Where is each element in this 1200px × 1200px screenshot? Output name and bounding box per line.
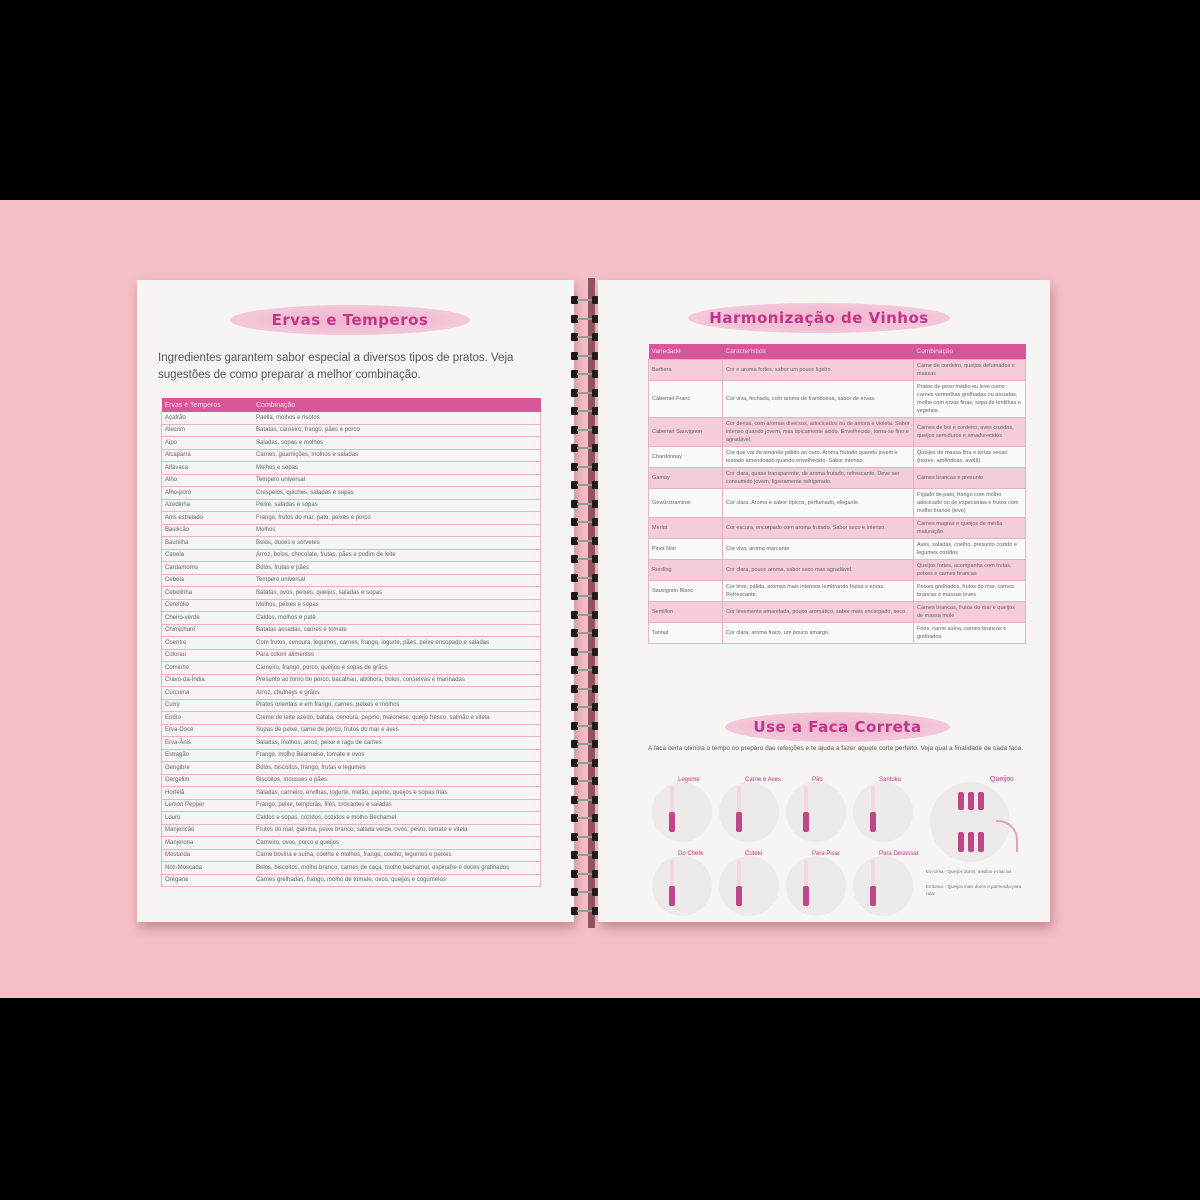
wine-variety: Merlot (649, 518, 723, 539)
wine-variety: Pinot Noir (649, 539, 723, 560)
herb-name: Anis estrelado (162, 512, 254, 525)
herb-name: Alho (162, 474, 254, 487)
table-row (162, 774, 541, 787)
cheese-knife-icon (958, 832, 964, 852)
spiral-ring (571, 315, 599, 323)
wine-characteristic: Cor escura, encorpado com aroma frutado. Sabor seco e intenso. (723, 518, 914, 539)
spiral-ring (571, 851, 599, 859)
herb-combination: Saladas, sopas e molhos (253, 437, 541, 450)
herb-combination: Bolos, biscoitos, frango, frutas e legumes (253, 762, 541, 775)
spiral-ring (571, 555, 599, 563)
knife-blade-icon (804, 786, 808, 812)
herb-combination: Carne bovina e suína, coelho e molhos, frango, coelho, legumes e peixes (253, 849, 541, 862)
herb-name: Manjericão (162, 824, 254, 837)
spiral-ring (571, 407, 599, 415)
spiral-ring (571, 629, 599, 637)
table-row (162, 849, 541, 862)
knife-blade-icon (670, 860, 674, 886)
knife-label: Legume (678, 777, 700, 783)
spiral-ring (571, 796, 599, 804)
knife-label: Para Desossar (879, 851, 919, 857)
table-row (649, 518, 1026, 539)
herb-combination: Frango, molho Béarnaise, tomate e ovos (253, 749, 541, 762)
wine-characteristic: Cor clara, quase transparente, de aroma frutado, refrescante. Deve ser consumido jovem, ligeiramente refrigerado. (723, 468, 914, 489)
table-row (649, 581, 1026, 602)
table-row (162, 424, 541, 437)
spiral-ring (571, 888, 599, 896)
herb-name: Orégano (162, 874, 254, 887)
herb-name: Endro (162, 712, 254, 725)
herb-name: Erva-Ânis (162, 737, 254, 750)
table-row (162, 787, 541, 800)
herb-name: Curry (162, 699, 254, 712)
herb-combination: Saladas, carneiro, ervilhas, iogurte, melão, pepino, queijos e sopas frias (253, 787, 541, 800)
herb-combination: Saladas, molhos, arroz, peixe e ragu de carnes (253, 737, 541, 750)
cheese-label: Queijos (990, 776, 1014, 783)
knife-item (652, 776, 722, 846)
knife-bg (652, 782, 712, 842)
herb-combination: Molhos e sopas (253, 462, 541, 475)
table-row (649, 539, 1026, 560)
wine-characteristic: Cor leve, pálida, aromas mais intensos lembrando frutas e ervas. Refrescante. (723, 581, 914, 602)
knife-bg (652, 856, 712, 916)
wine-variety: Cabernet Sauvignon (649, 418, 723, 447)
spiral-ring (571, 648, 599, 656)
knife-item (719, 776, 789, 846)
herb-combination: Sopas de peixe, carne de porco, frutos do mar e aves (253, 724, 541, 737)
herb-combination: Peixe, saladas e sopas (253, 499, 541, 512)
wine-variety: Tannat (649, 623, 723, 644)
left-intro-text: Ingredientes garantem sabor especial a diversos tipos de pratos. Veja sugestões de como preparar a melhor combinação. (158, 352, 514, 381)
knife-item (853, 850, 923, 920)
herb-name: Louro (162, 812, 254, 825)
herb-combination: Biscoitos, mousses e pães (253, 774, 541, 787)
wine-characteristic: Cor densa, com aromas diversos, adocicados ou de amora e violeta. Sabor intenso quando jovem, mas tipicamente ácido. Envelhecido, torna-se fino e agradável. (723, 418, 914, 447)
spiral-ring (571, 611, 599, 619)
cheese-knife-icon (958, 792, 964, 810)
herb-name: Cúrcuma (162, 687, 254, 700)
spiral-ring (571, 685, 599, 693)
wine-characteristic: Cor levemente amarelada, pouco aromático, sabor mais encorpado, seco. (723, 602, 914, 623)
herb-name: Alecrim (162, 424, 254, 437)
herb-name: Colorau (162, 649, 254, 662)
wine-header-combo: Combinação (914, 344, 1026, 360)
herb-combination: Bolos, doces e sorvetes (253, 537, 541, 550)
knife-handle-icon (736, 812, 742, 832)
knife-bg (786, 856, 846, 916)
knife-section-title: Use a Faca Correta (753, 718, 922, 736)
spiral-ring (571, 592, 599, 600)
herb-name: Mostarda (162, 849, 254, 862)
herb-name: Azedinha (162, 499, 254, 512)
table-row (162, 437, 541, 450)
wine-page-title: Harmonização de Vinhos (709, 309, 929, 327)
herb-combination: Frango, peixe, tempurás, filés, crocantes e saladas (253, 799, 541, 812)
herb-name: Alho-poró (162, 487, 254, 500)
wine-combination: Aves, saladas, coelho, presunto cozido e legumes cozidos (914, 539, 1026, 560)
spiral-ring (571, 426, 599, 434)
cheese-knives (930, 772, 1030, 882)
herb-name: Cravo-da-Índia (162, 674, 254, 687)
knife-label: Do Chefe (678, 851, 704, 857)
herb-name: Basilicão (162, 524, 254, 537)
herb-name: Gergelim (162, 774, 254, 787)
herb-combination: Carnes, guarnições, molhos e saladas (253, 449, 541, 462)
wine-variety: Gewürztraminer (649, 489, 723, 518)
herb-combination: Tempero universal (253, 574, 541, 587)
wine-variety: Riesling (649, 560, 723, 581)
table-row (649, 623, 1026, 644)
knife-item (786, 776, 856, 846)
left-title-banner (230, 305, 470, 335)
wine-combination: Pratos de peso médio ou leve como carnes vermelhas grelhadas ou assadas, molho com ervas finas, sopa de lentilhas e vegetais. (914, 381, 1026, 418)
wine-variety: Semillon (649, 602, 723, 623)
knife-bg (719, 782, 779, 842)
wine-characteristic: Cor viva, aroma marcante (723, 539, 914, 560)
table-row (162, 587, 541, 600)
spiral-ring (571, 722, 599, 730)
table-row (649, 447, 1026, 468)
table-row (649, 560, 1026, 581)
herb-combination: Caldos, molhos e patê (253, 612, 541, 625)
knife-handle-icon (803, 812, 809, 832)
wine-combination: Carnes brancas, frutos do mar e queijos de massa mole (914, 602, 1026, 623)
herb-name: Erva-Doce (162, 724, 254, 737)
table-row (162, 412, 541, 424)
knife-handle-icon (870, 886, 876, 906)
spiral-ring (571, 370, 599, 378)
herb-name: Alcaparra (162, 449, 254, 462)
table-row (162, 649, 541, 662)
table-row (162, 537, 541, 550)
knife-blade-icon (737, 786, 741, 812)
table-row (162, 449, 541, 462)
table-row (162, 487, 541, 500)
herb-name: Coentro (162, 637, 254, 650)
knife-label: Carne e Aves (745, 777, 781, 783)
knife-bg (719, 856, 779, 916)
herb-combination: Paella, molhos e risotos (253, 412, 541, 424)
knife-label: Pão (812, 777, 823, 783)
knife-blade-icon (737, 860, 741, 886)
wine-header-variety: Variedade (649, 344, 723, 360)
herb-name: Lemon Pepper (162, 799, 254, 812)
knife-blade-icon (871, 860, 875, 886)
table-row (162, 762, 541, 775)
herb-combination: Batatas, carneiro, frango, pães e porco (253, 424, 541, 437)
table-row (649, 381, 1026, 418)
herb-name: Baunilha (162, 537, 254, 550)
spiral-ring (571, 740, 599, 748)
knife-item (719, 850, 789, 920)
table-row (162, 724, 541, 737)
wine-characteristic: Cor clara, aroma fraco, um pouco amargo. (723, 623, 914, 644)
knife-bg (853, 782, 913, 842)
herb-name: Cheiro-verde (162, 612, 254, 625)
table-row (162, 824, 541, 837)
herb-name: Canela (162, 549, 254, 562)
spiral-ring (571, 814, 599, 822)
herbs-header-name: Ervas e Temperos (162, 398, 254, 412)
spiral-ring (571, 333, 599, 341)
table-row (162, 687, 541, 700)
table-row (162, 862, 541, 875)
wine-characteristic: Cor que vai do amarelo pálido ao ouro. Aroma frutado quando jovem e tostado amendoado quando envelhecido. Sabor intenso. (723, 447, 914, 468)
table-row (162, 662, 541, 675)
spiral-ring (571, 500, 599, 508)
herb-combination: Frango, frutos do mar, pato, peixes e porco (253, 512, 541, 525)
spiral-ring (571, 907, 599, 915)
table-row (649, 468, 1026, 489)
wine-combination: Peixes grelhados, frutos do mar, carnes brancas e massas leves (914, 581, 1026, 602)
knife-blade-icon (670, 786, 674, 812)
herb-name: Açafrão (162, 412, 254, 424)
herb-combination: Creme de leite azedo, batata, cenoura, pepino, maionese, queijo fresco, salmão e vitela (253, 712, 541, 725)
wine-combination: Carnes magras e queijos de média maturação. (914, 518, 1026, 539)
herb-combination: Pratos orientais e em frango, carnes, peixes e molhos (253, 699, 541, 712)
cheese-note-2: Embaixo - Queijos mais duros e parmesão para ralar (926, 884, 1022, 896)
curved-arrow-icon (996, 820, 1018, 852)
knife-item (652, 850, 722, 920)
knife-blade-icon (804, 860, 808, 886)
spiral-ring (571, 777, 599, 785)
spiral-ring (571, 352, 599, 360)
knife-item (853, 776, 923, 846)
wine-title-banner (688, 303, 950, 333)
spiral-ring (571, 463, 599, 471)
knife-handle-icon (736, 886, 742, 906)
spiral-ring (571, 518, 599, 526)
table-row (162, 737, 541, 750)
table-row (162, 512, 541, 525)
table-row (162, 749, 541, 762)
cheese-knife-icon (968, 832, 974, 852)
wine-variety: Sauvignon Blanc (649, 581, 723, 602)
herb-combination: Batatas assadas, carnes e tomate (253, 624, 541, 637)
table-row (162, 637, 541, 650)
knife-blade-icon (871, 786, 875, 812)
knife-handle-icon (803, 886, 809, 906)
spiral-ring (571, 833, 599, 841)
wine-combination: Frios, carne suína, carnes brancas e grelhados. (914, 623, 1026, 644)
herb-name: Manjerona (162, 837, 254, 850)
wine-characteristic: Cor viva, fechada, com aroma de framboesa, sabor de ervas. (723, 381, 914, 418)
herb-name: Hortelã (162, 787, 254, 800)
herb-combination: Molhos (253, 524, 541, 537)
herb-name: Aipo (162, 437, 254, 450)
table-row (162, 712, 541, 725)
spiral-ring (571, 703, 599, 711)
table-row (649, 360, 1026, 381)
table-row (162, 674, 541, 687)
herb-combination: Caldos e sopas, cozidos, cozidos e molho Bechamel (253, 812, 541, 825)
herb-combination: Carnes grelhadas, frango, molho de tomate, ovos, queijos e cogumelos (253, 874, 541, 887)
wine-combination: Carnes de boi e cordeiro, aves cozidas, queijos semiduros e amadurecidos (914, 418, 1026, 447)
knife-title-banner (725, 712, 950, 742)
wine-variety: Barbera (649, 360, 723, 381)
table-row (162, 562, 541, 575)
herb-combination: Tempero universal (253, 474, 541, 487)
herb-combination: Crespelos, quiches, saladas e sopas (253, 487, 541, 500)
herb-combination: Batatas, ovos, peixes, queijos, saladas e sopas (253, 587, 541, 600)
knife-handle-icon (870, 812, 876, 832)
knife-bg (786, 782, 846, 842)
cheese-note-1: Em cima - Queijos duros, médios e macios (926, 869, 1012, 874)
left-page-title: Ervas e Temperos (271, 311, 429, 329)
knife-label: Cutelo (745, 851, 763, 857)
herb-combination: Arroz, bolos, chocolate, frutas, pães e pudim de leite (253, 549, 541, 562)
spiral-ring (571, 296, 599, 304)
herb-name: Noz-Moscada (162, 862, 254, 875)
table-row (162, 612, 541, 625)
knife-label: Santoku (879, 777, 902, 783)
knife-handle-icon (669, 886, 675, 906)
table-row (649, 602, 1026, 623)
table-row (162, 699, 541, 712)
herb-combination: Bolos, biscoitos, molho branco, carnes de caça, molho bechamel, espinafre e doces gratinados (253, 862, 541, 875)
table-row (649, 489, 1026, 518)
spiral-ring (571, 574, 599, 582)
wine-characteristic: Cor e aroma fortes, sabor um pouco ligeiro. (723, 360, 914, 381)
table-row (162, 462, 541, 475)
table-row (162, 624, 541, 637)
wine-combination: Queijos de massa fina e tortas secas (nozes, amêndoas, avelã) (914, 447, 1026, 468)
spiral-ring (571, 481, 599, 489)
wine-variety: Gamay (649, 468, 723, 489)
table-row (162, 549, 541, 562)
herb-name: Chimichurri (162, 624, 254, 637)
herb-combination: Presunto ao forno de porco, bacalhau, abóbora, bolos, conservas e marinadas (253, 674, 541, 687)
table-row (162, 874, 541, 887)
wine-variety: Chardonnay (649, 447, 723, 468)
knife-bg (853, 856, 913, 916)
herbs-table (161, 398, 541, 887)
herb-name: Cebola (162, 574, 254, 587)
table-row (162, 799, 541, 812)
knife-handle-icon (669, 812, 675, 832)
knife-label: Para Picar (812, 851, 841, 857)
table-row (162, 812, 541, 825)
wine-header-characteristic: Característica (723, 344, 914, 360)
table-row (162, 599, 541, 612)
table-row (162, 474, 541, 487)
herb-name: Estragão (162, 749, 254, 762)
spiral-ring (571, 444, 599, 452)
table-row (162, 499, 541, 512)
spiral-ring (571, 759, 599, 767)
spiral-ring (571, 870, 599, 878)
wine-combination: Queijos fortes, acompanha com frutas, peixes e carnes brancas (914, 560, 1026, 581)
herb-combination: Carneiro, ovos, porco e queijos (253, 837, 541, 850)
wine-characteristic: Cor clara, pouco aroma, sabor seco mas agradável. (723, 560, 914, 581)
herb-name: Cardamomo (162, 562, 254, 575)
cheese-knife-icon (968, 792, 974, 810)
wine-combination: Carnes brancas e presunto (914, 468, 1026, 489)
herb-combination: Para colorir alimentos (253, 649, 541, 662)
table-row (162, 574, 541, 587)
wine-combination: Carne de cordeiro, queijos defumados e massas (914, 360, 1026, 381)
herb-combination: Molhos, peixes e sopas (253, 599, 541, 612)
herb-name: Cominho (162, 662, 254, 675)
spiral-ring (571, 537, 599, 545)
wine-table (648, 344, 1026, 644)
herb-name: Cerefólio (162, 599, 254, 612)
cheese-knife-icon (978, 832, 984, 852)
herb-name: Cebolinha (162, 587, 254, 600)
wine-characteristic: Cor clara. Aroma e sabor típicos, perfumado, elegante. (723, 489, 914, 518)
herb-combination: Arroz, chutneys e grãos (253, 687, 541, 700)
spiral-ring (571, 666, 599, 674)
herb-combination: Com frutos, cenoura, legumes, carnes, frango, iogurte, pães, peixe ensopado e saladas (253, 637, 541, 650)
knife-intro-text: A faca certa otimiza o tempo no preparo das refeições e te ajuda a fazer aquele corte perfeito. Veja qual a finalidade de cada faca. (648, 745, 1024, 752)
cheese-knife-icon (978, 792, 984, 810)
herb-combination: Carneiro, frango, porco, queijos e sopas de grãos (253, 662, 541, 675)
knife-item (786, 850, 856, 920)
spiral-ring (571, 389, 599, 397)
herb-combination: Frutos do mar, galinha, peixe branco, salada verde, ovos, pesto, tomate e vitela (253, 824, 541, 837)
wine-variety: Cabernet Franc (649, 381, 723, 418)
herb-name: Gengibre (162, 762, 254, 775)
herb-name: Alfavaca (162, 462, 254, 475)
herbs-header-combo: Combinação (253, 398, 541, 412)
table-row (162, 524, 541, 537)
table-row (162, 837, 541, 850)
table-row (649, 418, 1026, 447)
wine-combination: Fígado de pato, frango com molho adocicado ou de especiarias e frutos com molho branco (leve) (914, 489, 1026, 518)
herb-combination: Bolos, frutas e pães (253, 562, 541, 575)
